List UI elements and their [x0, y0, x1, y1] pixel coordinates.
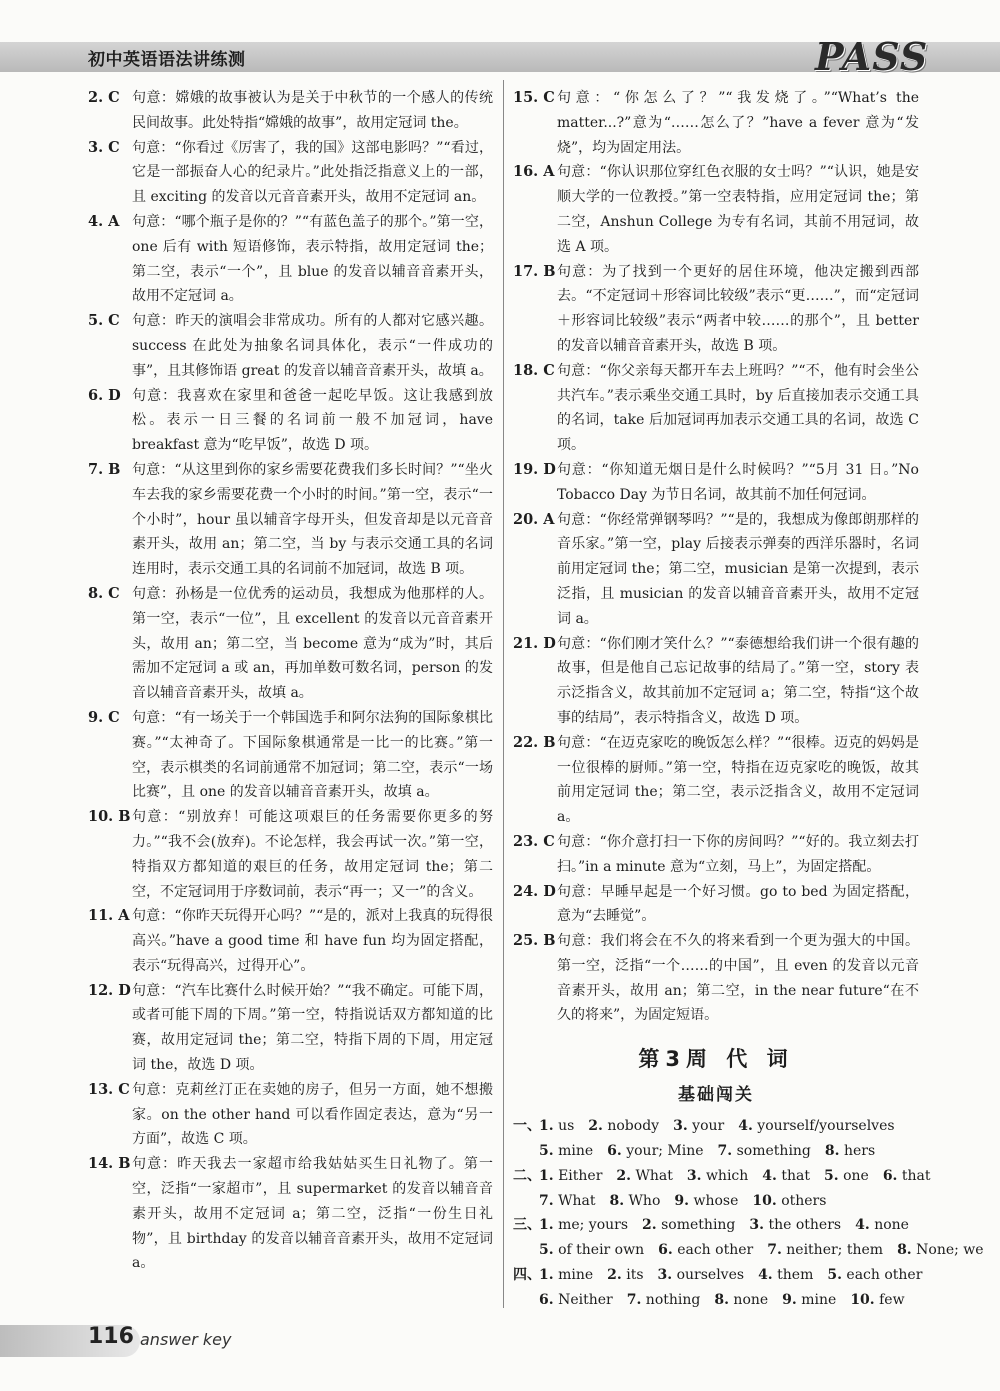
answer-entry [658, 1263, 745, 1288]
entry-number: 8. [609, 1192, 625, 1209]
answer-item [88, 1078, 493, 1152]
answer-number: 24. D [513, 882, 556, 900]
answer-explanation: 句意：克莉丝汀正在卖她的房子，但另一方面，她不想搬家。on the other hand 可以看作固定表达，意为“另一方面”，故选 C 项。 [132, 1081, 493, 1148]
answer-item [513, 508, 919, 632]
entry-answer: What [558, 1192, 596, 1209]
answer-explanation: 句意：“汽车比赛什么时候开始？”“我不确定。可能下周，或者可能下周的下周。”第一空，特指说话双方都知道的比赛，故用定冠词 the；第二空，特指下周的下周，用定冠词 the，故选 D 项。 [132, 982, 493, 1074]
answer-explanation: 句意：“你介意打扫一下你的房间吗？”“好的。我立刻去打扫。”in a minute 意为“立刻，马上”，为固定搭配。 [557, 833, 919, 875]
answer-explanation: 句意：“你怎么了？”“我发烧了。”“What’s the matter...?”意为“……怎么了？”have a fever 意为“发烧”，均为固定用法。 [557, 90, 919, 156]
left-column [88, 86, 493, 1276]
answer-explanation: 句意：“你父亲每天都开车去上班吗？”“不，他有时会坐公共汽车。”表示乘坐交通工具时，by 后直接加表示交通工具的名词，take 后加冠词再加表示交通工具的名词，故选 C 项。 [557, 362, 919, 454]
answer-explanation: 句意：昨天我去一家超市给我姑姑买生日礼物了。第一空，泛指“一家超市”，且 supermarket 的发音以辅音音素开头，故用不定冠词 a；第二空，泛指“一份生日礼物”，且 birthday 的发音以辅音音素开头，故用不定冠词 a。 [132, 1156, 493, 1272]
answer-item [513, 880, 919, 930]
answer-entry [714, 1288, 768, 1313]
answer-explanation: 句意：“你认识那位穿红色衣服的女士吗？”“认识，她是安顺大学的一位教授。”第一空表特指，应用定冠词 the；第二空，Anshun College 为专有名词，其前不用冠词，故选 A 项。 [557, 164, 919, 255]
answer-row [513, 1263, 923, 1288]
entry-number: 5. [539, 1143, 554, 1160]
entry-number: 7. [539, 1192, 554, 1209]
answer-entry [539, 1139, 593, 1164]
answer-item [88, 805, 493, 904]
entry-number: 10. [850, 1291, 875, 1308]
entry-answer: neither; them [786, 1242, 884, 1259]
answer-entry [897, 1238, 984, 1263]
answer-number: 23. C [513, 832, 555, 850]
answer-row [513, 1238, 984, 1263]
entry-answer: ourselves [676, 1267, 745, 1284]
entry-answer: which [705, 1167, 749, 1184]
answer-item [88, 1152, 493, 1276]
entry-number: 6. [539, 1291, 554, 1308]
entry-number: 8. [824, 1143, 840, 1160]
entry-number: 4. [738, 1118, 753, 1135]
answer-item [88, 136, 493, 210]
answer-number: 19. D [513, 460, 556, 478]
entry-answer: others [781, 1192, 827, 1209]
group-label: 四、 [513, 1267, 541, 1284]
answer-item [513, 359, 919, 458]
entry-number: 7. [767, 1242, 782, 1259]
group-label: 二、 [513, 1167, 541, 1184]
answer-number: 8. C [88, 584, 120, 602]
answer-row [513, 1213, 919, 1238]
entry-answer: Who [628, 1192, 661, 1209]
entry-answer: something [736, 1143, 811, 1160]
answer-explanation: 句意：“在迈克家吃的晚饭怎么样？”“很棒。迈克的妈妈是一位很棒的厨师。”第一空，特指在迈克家吃的晚饭，故其前用定冠词 the；第二空，表示泛指含义，故用不定冠词 a。 [557, 734, 919, 826]
answer-entry [749, 1213, 841, 1238]
answer-explanation: 句意：早睡早起是一个好习惯。go to bed 为固定搭配，意为“去睡觉”。 [557, 883, 919, 925]
entry-number: 1. [539, 1267, 554, 1284]
entry-number: 4. [758, 1267, 773, 1284]
answer-entry [627, 1288, 701, 1313]
answer-item [88, 384, 493, 458]
right-answer-list [513, 86, 919, 1028]
entry-number: 9. [782, 1291, 797, 1308]
entry-number: 5. [827, 1267, 842, 1284]
group-label [513, 1288, 539, 1313]
answer-number: 11. A [88, 907, 130, 925]
column-divider [503, 80, 504, 1308]
answer-number: 6. D [88, 386, 121, 404]
answer-entry [658, 1238, 753, 1263]
entry-answer: hers [843, 1143, 876, 1160]
entry-answer: nobody [607, 1118, 660, 1135]
answer-row [513, 1114, 919, 1139]
entry-number: 4. [855, 1217, 870, 1234]
entry-answer: whose [693, 1192, 739, 1209]
entry-number: 1. [539, 1167, 554, 1184]
entry-number: 6. [882, 1167, 898, 1184]
entry-answer: me; yours [558, 1217, 629, 1234]
group-label: 一、 [513, 1118, 541, 1135]
answer-entry [855, 1213, 909, 1238]
answer-entry [588, 1114, 659, 1139]
section-title: 第3周 代 词 [638, 1047, 794, 1072]
group-label [513, 1238, 539, 1263]
answer-entry [539, 1213, 628, 1238]
answer-entry [616, 1164, 672, 1189]
answer-item [88, 210, 493, 309]
answer-explanation: 句意：嫦娥的故事被认为是关于中秋节的一个感人的传统民间故事。此处特指“嫦娥的故事”，故用定冠词 the。 [132, 90, 493, 131]
entry-answer: yourself/yourselves [757, 1118, 895, 1135]
entry-number: 6. [607, 1143, 622, 1160]
entry-answer: none [874, 1217, 909, 1234]
answer-item [88, 979, 493, 1078]
answer-entry [827, 1263, 922, 1288]
entry-number: 3. [673, 1118, 688, 1135]
entry-answer: that [901, 1167, 931, 1184]
answer-item [513, 929, 919, 1028]
entry-answer: one [843, 1167, 869, 1184]
entry-answer: something [661, 1217, 736, 1234]
entry-answer: them [777, 1267, 814, 1284]
entry-number: 2. [607, 1267, 622, 1284]
answer-explanation: 句意：“你看过《厉害了，我的国》这部电影吗？”“看过，它是一部振奋人心的纪录片。”此处指泛指意义上的一部，且 exciting 的发音以元音音素开头，故用不定冠词 an。 [132, 139, 493, 206]
entry-answer: mine [558, 1267, 594, 1284]
answer-groups [513, 1114, 984, 1312]
entry-number: 2. [642, 1217, 657, 1234]
answer-explanation: 句意：为了找到一个更好的居住环境，他决定搬到西部去。“不定冠词＋形容词比较级”表示“更……”，而“定冠词＋形容词比较级”表示“两者中较……的那个”，且 better 的发音以辅音音素开头，故选 B 项。 [557, 263, 919, 354]
answer-number: 12. D [88, 981, 131, 999]
entry-number: 10. [752, 1192, 777, 1209]
entry-answer: its [626, 1267, 644, 1284]
entry-answer: Neither [558, 1291, 613, 1308]
answer-explanation: 句意：“你经常弹钢琴吗？”“是的，我想成为像郎朗那样的音乐家。”第一空，play 后接表示弹奏的西洋乐器时，名词前用定冠词 the；第二空，musician 是第一次提到，表示泛指，且 musician 的发音以辅音音素开头，故用不定冠词 a。 [557, 511, 919, 627]
entry-answer: the others [768, 1217, 842, 1234]
entry-number: 3. [749, 1217, 765, 1234]
answer-entry [687, 1164, 748, 1189]
answer-entry [539, 1288, 613, 1313]
answer-entry [767, 1238, 883, 1263]
answer-entry [762, 1164, 810, 1189]
entry-number: 4. [762, 1167, 777, 1184]
answer-entry [850, 1288, 904, 1313]
entry-answer: of their own [558, 1242, 645, 1259]
answer-number: 16. A [513, 163, 555, 181]
answer-item [513, 160, 919, 259]
answer-number: 4. A [88, 212, 120, 230]
answer-explanation: 句意：我喜欢在家里和爸爸一起吃早饭。这让我感到放松。表示一日三餐的名词前一般不加冠词，have breakfast 意为“吃早饭”，故选 D 项。 [132, 387, 493, 454]
group-label [513, 1139, 539, 1164]
entry-number: 2. [616, 1167, 632, 1184]
answer-explanation: 句意：“别放弃！可能这项艰巨的任务需要你更多的努力。”“我不会(放弃)。不论怎样，我会再试一次。”第一空，特指双方都知道的艰巨的任务，故用定冠词 the；第二空，不定冠词用于序数词前，表示“再一；又一”的含义。 [132, 809, 493, 900]
answer-number: 5. C [88, 312, 120, 330]
answer-number: 9. C [88, 708, 120, 726]
answer-entry [673, 1114, 724, 1139]
entry-answer: your [692, 1118, 725, 1135]
answer-item [88, 706, 493, 805]
entry-number: 2. [588, 1118, 603, 1135]
entry-number: 9. [674, 1192, 690, 1209]
entry-number: 1. [539, 1118, 554, 1135]
answer-entry [539, 1164, 602, 1189]
answer-entry [825, 1139, 875, 1164]
answer-entry [718, 1139, 811, 1164]
answer-item [513, 458, 919, 508]
right-column [513, 86, 984, 1313]
entry-answer: that [781, 1167, 810, 1184]
answer-entry [539, 1238, 644, 1263]
answer-row [513, 1164, 931, 1189]
entry-answer: What [635, 1167, 673, 1184]
entry-number: 7. [626, 1291, 642, 1308]
book-title: 初中英语语法讲练测 [88, 50, 246, 70]
entry-number: 8. [897, 1242, 912, 1259]
answer-item [88, 904, 493, 978]
answer-explanation: 句意：“哪个瓶子是你的？”“有蓝色盖子的那个。”第一空，one 后有 with 短语修饰，表示特指，故用定冠词 the；第二空，表示“一个”，且 blue 的发音以辅音音素开头，故用不定冠词 a。 [132, 213, 493, 305]
answer-number: 14. B [88, 1155, 131, 1173]
entry-number: 1. [539, 1217, 554, 1234]
answer-number: 13. C [88, 1080, 130, 1098]
entry-answer: none [733, 1291, 769, 1308]
answer-explanation: 句意：我们将会在不久的将来看到一个更为强大的中国。第一空，泛指“一个……的中国”，且 even 的发音以元音音素开头，故用 an；第二空，in the near future“在不久的将来”，为固定短语。 [557, 933, 919, 1024]
answer-item [88, 458, 493, 582]
section-subtitle: 基础闯关 [678, 1085, 754, 1106]
entry-number: 3. [686, 1167, 702, 1184]
entry-answer: your; Mine [626, 1143, 704, 1160]
answer-number: 7. B [88, 460, 121, 478]
answer-entry [539, 1263, 593, 1288]
answer-entry [609, 1189, 660, 1214]
answer-item [513, 731, 919, 830]
entry-number: 5. [824, 1167, 839, 1184]
footer-label: answer key [140, 1330, 232, 1349]
answer-row [513, 1139, 919, 1164]
answer-entry [738, 1114, 894, 1139]
page-number: 116 [88, 1324, 134, 1349]
entry-number: 7. [717, 1143, 733, 1160]
brand-logo: PASS [815, 34, 929, 79]
entry-answer: mine [801, 1291, 837, 1308]
entry-answer: None; we [916, 1242, 984, 1259]
entry-answer: nothing [645, 1291, 701, 1308]
answer-item [513, 260, 919, 359]
answer-number: 25. B [513, 932, 556, 950]
answer-explanation: 句意：孙杨是一位优秀的运动员，我想成为他那样的人。第一空，表示“一位”，且 excellent 的发音以元音音素开头，故用 an；第二空，当 become 意为“成为”时，其后需加不定冠词 a 或 an，再加单数可数名词，person 的发音以辅音音素开头，故填 a。 [132, 585, 493, 702]
answer-row [513, 1189, 919, 1214]
answer-entry [824, 1164, 869, 1189]
answer-number: 18. C [513, 361, 555, 379]
answer-entry [752, 1189, 826, 1214]
entry-answer: few [879, 1291, 905, 1308]
group-label: 三、 [513, 1217, 541, 1234]
answer-number: 10. B [88, 808, 131, 826]
entry-answer: each other [677, 1242, 754, 1259]
entry-answer: Either [558, 1167, 603, 1184]
answer-entry [782, 1288, 836, 1313]
answer-item [88, 86, 493, 136]
answer-number: 22. B [513, 733, 556, 751]
answer-item [513, 86, 919, 160]
entry-answer: us [558, 1118, 575, 1135]
answer-entry [607, 1263, 643, 1288]
entry-number: 6. [658, 1242, 673, 1259]
answer-entry [607, 1139, 703, 1164]
entry-number: 5. [539, 1242, 554, 1259]
answer-entry [883, 1164, 931, 1189]
answer-item [513, 830, 919, 880]
answer-explanation: 句意：“有一场关于一个韩国选手和阿尔法狗的国际象棋比赛。”“太神奇了。下国际象棋通常是一比一的比赛。”第一空，表示棋类的名词前通常不加冠词；第二空，表示“一场比赛”，且 one 的发音以辅音音素开头，故填 a。 [132, 709, 493, 801]
answer-item [513, 632, 919, 731]
answer-explanation: 句意：“你们刚才笑什么？”“泰德想给我们讲一个很有趣的故事，但是他自己忘记故事的结局了。”第一空，story 表示泛指含义，故其前加不定冠词 a；第二空，特指“这个故事的结局”，表示特指含义，故选 D 项。 [557, 635, 919, 726]
entry-answer: each other [846, 1267, 923, 1284]
answer-entry [539, 1189, 595, 1214]
answer-number: 2. C [88, 89, 120, 106]
answer-number: 3. C [88, 138, 120, 156]
answer-entry [674, 1189, 738, 1214]
answer-entry [539, 1114, 574, 1139]
entry-number: 8. [714, 1291, 729, 1308]
answer-item [88, 582, 493, 706]
answer-number: 17. B [513, 262, 556, 280]
group-label [513, 1189, 539, 1214]
answer-explanation: 句意：“你知道无烟日是什么时候吗？”“5月 31 日。”No Tobacco Day 为节日名词，故其前不加任何冠词。 [557, 461, 919, 503]
answer-explanation: 句意：“你昨天玩得开心吗？”“是的，派对上我真的玩得很高兴。”have a good time 和 have fun 均为固定搭配，表示“玩得高兴，过得开心”。 [132, 908, 493, 974]
answer-number: 21. D [513, 634, 556, 652]
answer-number: 20. A [513, 510, 555, 528]
entry-number: 3. [657, 1267, 673, 1284]
answer-row [513, 1288, 919, 1313]
answer-explanation: 句意：昨天的演唱会非常成功。所有的人都对它感兴趣。success 在此处为抽象名词具体化，表示“一件成功的事”，且其修饰语 great 的发音以辅音音素开头，故填 a。 [132, 313, 493, 379]
answer-entry [642, 1213, 735, 1238]
answer-number: 15. C [513, 89, 555, 106]
answer-explanation: 句意：“从这里到你的家乡需要花费我们多长时间？”“坐火车去我的家乡需要花费一个小时的时间。”第一空，表示“一个小时”，hour 虽以辅音字母开头，但发音却是以元音音素开头，故用 an；第二空，当 by 与表示交通工具的名词连用时，表示交通工具的名词前不加冠词，故选 B 项。 [132, 461, 493, 578]
answer-item [88, 309, 493, 383]
answer-entry [758, 1263, 813, 1288]
entry-answer: mine [558, 1143, 594, 1160]
